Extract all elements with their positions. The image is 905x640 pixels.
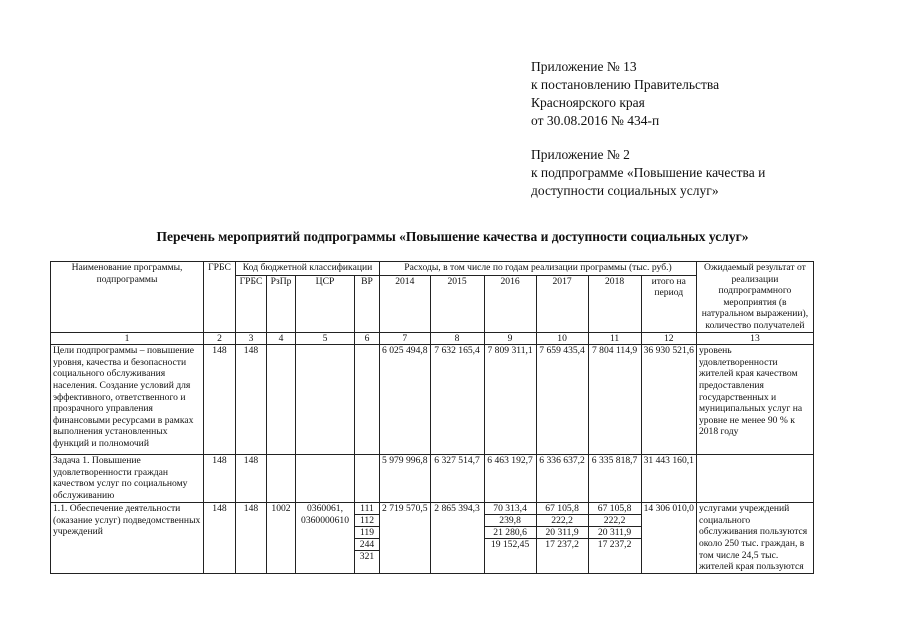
row-measure-vr-list [355,503,380,574]
row-task-2018: 6 335 818,7 [588,455,641,503]
row-measure-name: 1.1. Обеспечение деятельности (оказание услуг) подведомственных учреждений [51,503,204,574]
col-number: 10 [536,332,588,345]
row-task-csr [296,455,355,503]
row-task-rzpr [267,455,296,503]
row-goal-csr [296,345,355,455]
col-number: 2 [204,332,236,345]
vr-code: 244 [355,539,379,551]
row-goal-vr [355,345,380,455]
table-row [51,503,814,574]
amount-2016: 70 313,4 [485,503,536,515]
row-task-total: 31 443 160,1 [641,455,696,503]
amount-2017: 17 237,2 [545,539,579,551]
col-number: 1 [51,332,204,345]
header-2017: 2017 [536,275,588,332]
header-vr: ВР [355,275,380,332]
measures-table [50,261,814,574]
header-csr: ЦСР [296,275,355,332]
amount-2017: 20 311,9 [537,527,588,539]
appendix-line: к постановлению Правительства [531,77,720,92]
row-goal-result: уровень удовлетворенности жителей края качеством предоставления государственных и муниципальных услуг на уровне не менее 90 % к 2018 году [696,345,813,455]
vr-code: 111 [355,503,379,515]
header-grbs2: ГРБС [236,275,267,332]
col-number: 5 [296,332,355,345]
col-number: 9 [484,332,536,345]
appendix-line: Приложение № 2 [531,147,630,162]
amount-2018: 67 105,8 [589,503,641,515]
row-goal-name: Цели подпрограммы – повышение уровня, качества и безопасности социального обслуживания населения. Создание условий для эффективного, ответственного и прозрачного управления финансовыми ресурсами в рамках выполнения установленных функций и полномочий [51,345,204,455]
amount-2016: 239,8 [485,515,536,527]
row-measure-csr: 0360061, 0360000610 [296,503,355,574]
header-grbs: ГРБС [204,262,236,333]
row-task-grbs: 148 [204,455,236,503]
vr-code: 112 [355,515,379,527]
header-rzpr: РзПр [267,275,296,332]
row-goal-grbs2: 148 [236,345,267,455]
row-goal-2015: 7 632 165,4 [430,345,484,455]
vr-code: 321 [359,551,375,563]
row-measure-2018-list [588,503,641,574]
header-result: Ожидаемый результат от реализации подпрограммного мероприятия (в натуральном выражении), количество получателей [696,262,813,333]
header-2014: 2014 [380,275,431,332]
row-task-2016: 6 463 192,7 [484,455,536,503]
header-budget-code: Код бюджетной классификации [236,262,380,276]
row-goal-2018: 7 804 114,9 [588,345,641,455]
col-number: 12 [641,332,696,345]
header-name: Наименование программы, подпрограммы [51,262,204,333]
document-title: Перечень мероприятий подпрограммы «Повышение качества и доступности социальных услуг» [156,229,749,244]
amount-2017: 222,2 [537,515,588,527]
col-number: 3 [236,332,267,345]
row-measure-total: 14 306 010,0 [641,503,696,574]
row-task-2017: 6 336 637,2 [536,455,588,503]
row-measure-2016-list [484,503,536,574]
header-total: итого на период [641,275,696,332]
amount-2018: 17 237,2 [597,539,632,551]
amount-2018: 222,2 [589,515,641,527]
row-task-grbs2: 148 [236,455,267,503]
amount-2016: 19 152,45 [490,539,530,551]
col-number: 7 [380,332,431,345]
row-goal-2016: 7 809 311,1 [484,345,536,455]
row-task-result [696,455,813,503]
row-task-vr [355,455,380,503]
row-measure-2014: 2 719 570,5 [380,503,431,574]
col-number: 13 [696,332,813,345]
row-goal-total: 36 930 521,6 [641,345,696,455]
header-2015: 2015 [430,275,484,332]
header-2016: 2016 [484,275,536,332]
appendix-line: доступности социальных услуг» [531,183,719,198]
row-task-2015: 6 327 514,7 [430,455,484,503]
appendix-line: Приложение № 13 [531,59,637,74]
row-measure-2017-list [536,503,588,574]
row-goal-2014: 6 025 494,8 [380,345,431,455]
amount-2017: 67 105,8 [537,503,588,515]
row-measure-result: услугами учреждений социального обслуживания пользуются около 250 тыс. граждан, в том числе 24,5 тыс. жителей края пользуются [696,503,813,574]
vr-code: 119 [355,527,379,539]
appendix-13-block [531,58,719,130]
col-number: 6 [355,332,380,345]
header-2018: 2018 [588,275,641,332]
amount-2018: 20 311,9 [589,527,641,539]
appendix-line: от 30.08.2016 № 434-п [531,113,660,128]
amount-2016: 21 280,6 [485,527,536,539]
appendix-line: к подпрограмме «Повышение качества и [531,165,766,180]
row-measure-rzpr: 1002 [267,503,296,574]
row-goal-2017: 7 659 435,4 [536,345,588,455]
header-expenses: Расходы, в том числе по годам реализации программы (тыс. руб.) [380,262,697,276]
col-number: 4 [267,332,296,345]
col-number: 8 [430,332,484,345]
appendix-2-block [531,146,765,200]
table-row [51,455,814,503]
row-measure-grbs2: 148 [236,503,267,574]
row-goal-grbs: 148 [204,345,236,455]
table-row [51,345,814,455]
row-measure-grbs: 148 [204,503,236,574]
col-number: 11 [588,332,641,345]
row-measure-2015: 2 865 394,3 [430,503,484,574]
row-task-2014: 5 979 996,8 [380,455,431,503]
appendix-line: Красноярского края [531,95,645,110]
row-task-name: Задача 1. Повышение удовлетворенности граждан качеством услуг по социальному обслуживанию [51,455,204,503]
row-goal-rzpr [267,345,296,455]
